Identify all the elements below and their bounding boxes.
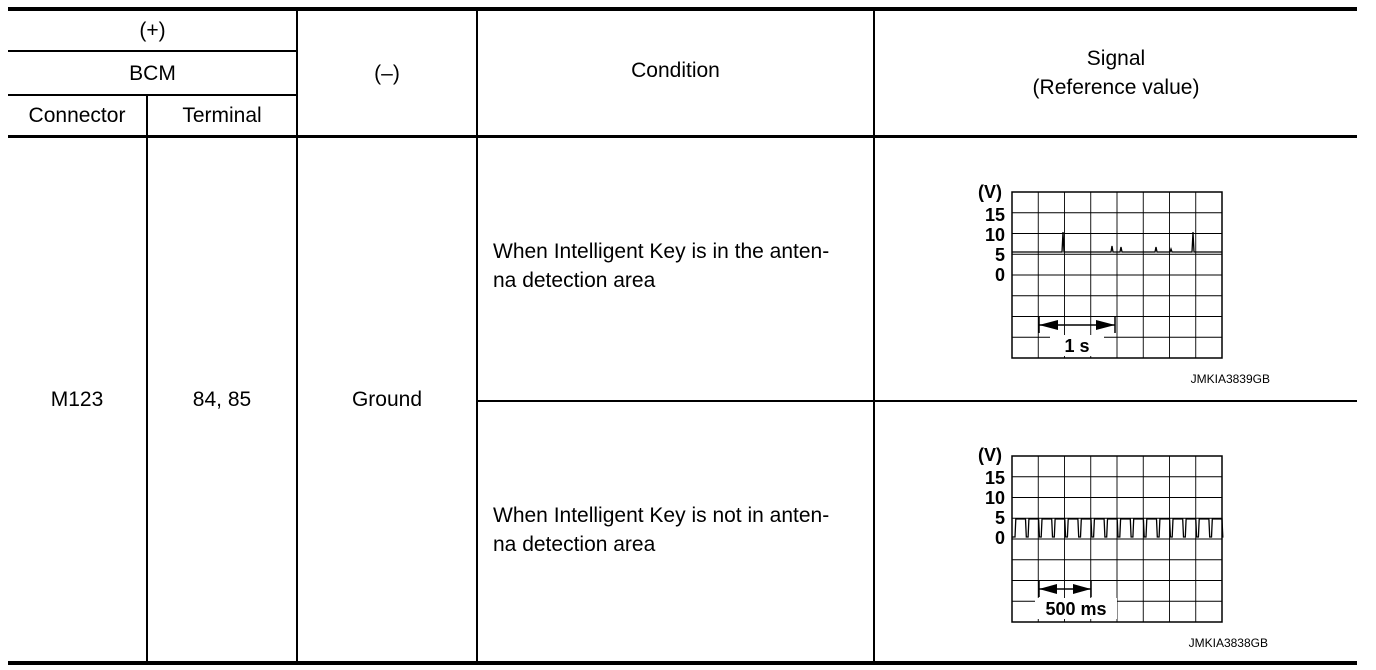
scope1-time-label: 1 s <box>1064 336 1090 356</box>
condition-not-in-area-line1: When Intelligent Key is not in anten- <box>493 504 830 527</box>
cell-terminal: 84, 85 <box>192 388 252 411</box>
condition-in-area-line1: When Intelligent Key is in the anten- <box>493 240 830 263</box>
scope1-tick-15: 15 <box>984 205 1005 225</box>
scope1-grid <box>1012 192 1222 358</box>
header-signal-line2: (Reference value) <box>1032 76 1200 99</box>
header-minus: (–) <box>374 61 400 85</box>
condition-not-in-area-line2: na detection area <box>493 533 656 556</box>
scope1-tick-10: 10 <box>984 225 1005 245</box>
scope2-tick-0: 0 <box>994 528 1005 548</box>
scope2-figure-id: JMKIA3838GB <box>1188 636 1268 650</box>
scope2-unit: (V) <box>978 445 1002 465</box>
scope1-time-marker <box>1039 317 1115 333</box>
header-connector: Connector <box>28 104 126 127</box>
header-signal-line1: Signal <box>1086 47 1146 70</box>
scope1-figure-id: JMKIA3839GB <box>1190 372 1270 386</box>
header-plus: (+) <box>139 19 166 42</box>
scope2-time-marker <box>1039 581 1091 597</box>
scope1-tick-5: 5 <box>994 245 1005 265</box>
scope2-tick-5: 5 <box>994 508 1005 528</box>
cell-ground: Ground <box>351 388 423 411</box>
condition-in-area-line2: na detection area <box>493 269 656 292</box>
scope1-unit: (V) <box>978 182 1002 202</box>
scope2-waveform <box>1012 519 1223 537</box>
scope2-grid <box>1012 456 1222 622</box>
scope1-tick-0: 0 <box>994 265 1005 285</box>
header-bcm: BCM <box>129 61 176 85</box>
scope-not-in-area <box>978 445 1268 650</box>
scope2-time-label: 500 ms <box>1045 599 1107 619</box>
cell-connector: M123 <box>50 388 104 411</box>
header-terminal: Terminal <box>182 104 262 127</box>
header-condition: Condition <box>631 58 720 82</box>
scope2-tick-15: 15 <box>984 468 1005 488</box>
scope2-tick-10: 10 <box>984 488 1005 508</box>
scope-in-area <box>978 182 1270 386</box>
